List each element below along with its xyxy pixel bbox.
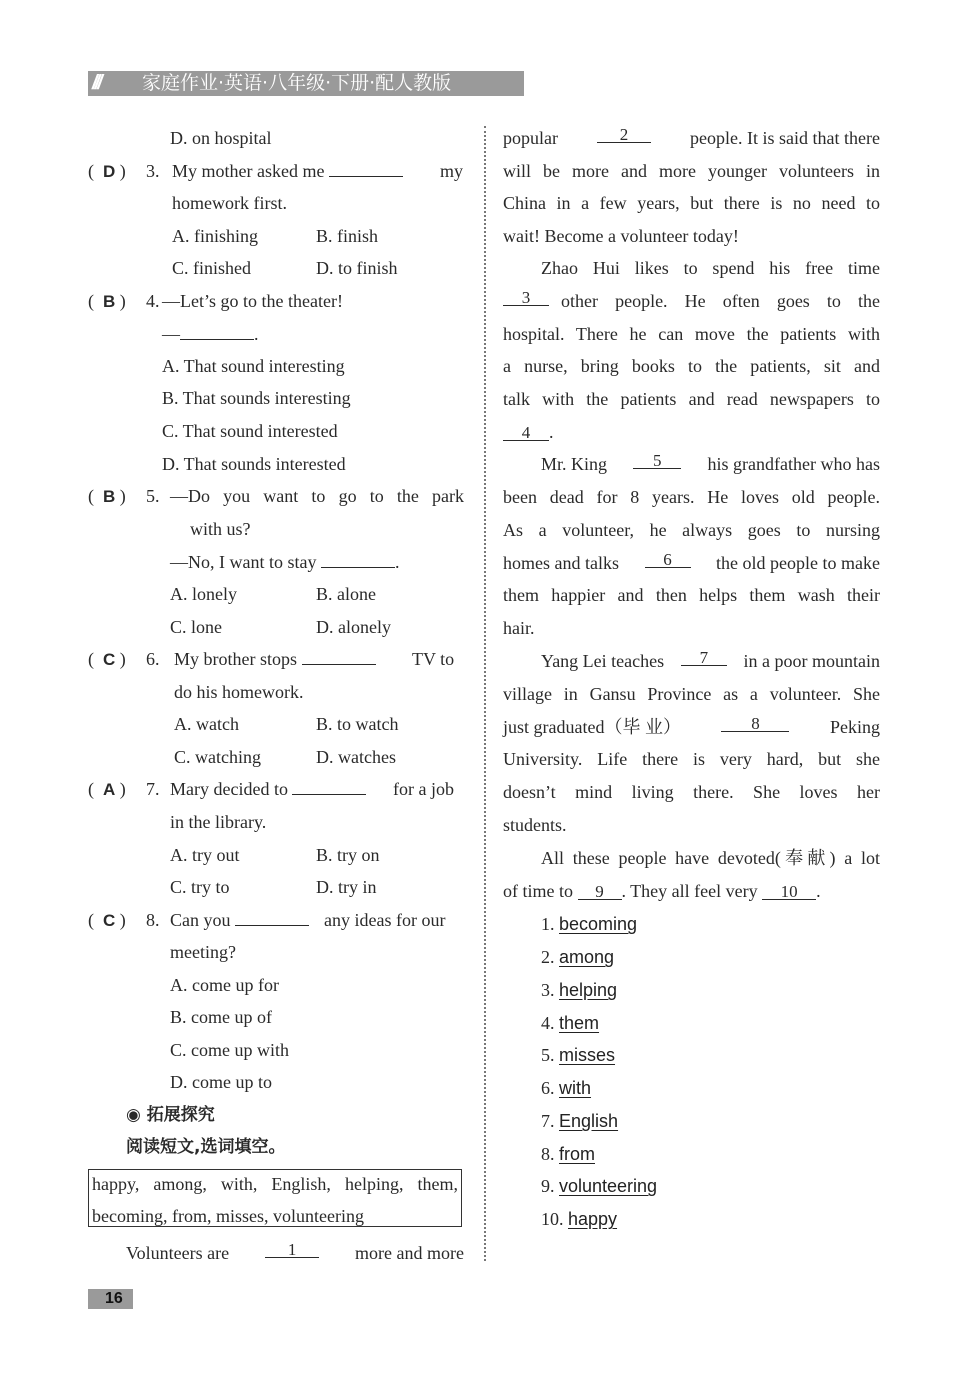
answer-item: 8. from xyxy=(541,1144,595,1164)
q6-answer: C xyxy=(103,650,116,669)
q8-option-a: A. come up for xyxy=(170,975,279,995)
passage-blank-3: 3 xyxy=(503,289,549,306)
q8-blank xyxy=(235,909,309,926)
passage-line: of time to 9 . They all feel very 10 . xyxy=(503,881,821,901)
q7-answer: A xyxy=(103,780,116,799)
q6-stem-end: TV to xyxy=(412,649,455,669)
word-bank-line-2: becoming, from, misses, volunteering xyxy=(92,1206,364,1226)
q5-stem-2: with us? xyxy=(190,519,251,539)
q8-option-d: D. come up to xyxy=(170,1072,272,1092)
q6-option-c: C. watching xyxy=(174,747,261,767)
q5-reply: —No, I want to stay . xyxy=(170,552,400,572)
page-number: 16 xyxy=(105,1290,123,1307)
passage-line: doesn’t mind living there. She loves her xyxy=(503,782,880,802)
answer-item: 5. misses xyxy=(541,1045,616,1065)
q5-option-b: B. alone xyxy=(316,584,376,604)
q5-answer: B xyxy=(103,487,116,506)
answer-item: 6. with xyxy=(541,1078,592,1098)
passage-line: 4 . xyxy=(503,420,554,444)
q7-option-b: B. try on xyxy=(316,845,380,865)
passage-line: Zhao Hui likes to spend his free time xyxy=(541,258,880,278)
passage-line: students. xyxy=(503,815,567,835)
passage-line: University. Life there is very hard, but she xyxy=(503,749,880,769)
passage-blank-1: 1 xyxy=(265,1241,319,1258)
section-bullet-icon: ◉ xyxy=(126,1105,141,1125)
q8-option-b: B. come up of xyxy=(170,1007,272,1027)
q4-option-c: C. That sound interested xyxy=(162,421,338,441)
q3-paren: ( D ) xyxy=(88,161,126,181)
section-instruction: 阅读短文,选词填空。 xyxy=(126,1137,286,1157)
q4-blank xyxy=(180,323,254,340)
q4-stem: —Let’s go to the theater! xyxy=(162,291,343,311)
passage-line: wait! Become a volunteer today! xyxy=(503,226,739,246)
q2-option-d: D. on hospital xyxy=(170,128,272,148)
answer-item: 3. helping xyxy=(541,980,618,1000)
passage-line: homes and talks 6 the old people to make xyxy=(503,550,880,573)
q5-paren: ( B ) xyxy=(88,486,126,506)
header-title: 家庭作业·英语·八年级·下册·配人教版 xyxy=(142,72,452,94)
passage-line: hair. xyxy=(503,618,535,638)
passage-line: just graduated（毕 业） 8 Peking xyxy=(503,714,880,737)
passage-blank-5: 5 xyxy=(633,452,681,469)
q3-option-a: A. finishing xyxy=(172,226,259,246)
passage-line: been dead for 8 years. He loves old people. xyxy=(503,487,880,507)
q3-number: 3. xyxy=(146,161,160,181)
q8-stem-end: any ideas for our xyxy=(324,910,446,930)
q3-option-d: D. to finish xyxy=(316,258,398,278)
q6-stem-2: do his homework. xyxy=(174,682,304,702)
q4-option-b: B. That sounds interesting xyxy=(162,388,351,408)
answer-item: 2. among xyxy=(541,947,615,967)
q5-option-a: A. lonely xyxy=(170,584,237,604)
q6-option-a: A. watch xyxy=(174,714,239,734)
q4-number: 4. xyxy=(146,291,160,311)
q6-stem: My brother stops xyxy=(174,647,376,671)
q7-paren: ( A ) xyxy=(88,779,126,799)
passage-blank-2: 2 xyxy=(597,126,651,143)
q5-blank xyxy=(321,551,395,568)
passage-line: popular 2 people. It is said that there xyxy=(503,125,880,148)
q3-option-c: C. finished xyxy=(172,258,251,278)
passage-line: China in a few years, but there is no need to xyxy=(503,193,880,213)
q8-option-c: C. come up with xyxy=(170,1040,289,1060)
passage-line: As a volunteer, he always goes to nursing xyxy=(503,520,880,540)
q7-option-d: D. try in xyxy=(316,877,377,897)
q7-stem-end: for a job xyxy=(393,779,454,799)
q5-option-c: C. lone xyxy=(170,617,222,637)
q6-number: 6. xyxy=(146,649,160,669)
passage-line: a nurse, bring books to the patients, sit and xyxy=(503,356,880,376)
header-slash-mark: /// xyxy=(92,72,100,94)
q3-stem-2: homework first. xyxy=(172,193,287,213)
q3-stem-end: my xyxy=(440,161,464,181)
q8-stem-2: meeting? xyxy=(170,942,236,962)
q4-option-d: D. That sounds interested xyxy=(162,454,346,474)
q5-stem: —Do you want to go to the park xyxy=(170,486,464,506)
q8-paren: ( C ) xyxy=(88,910,126,930)
passage-blank-4: 4 xyxy=(503,424,549,441)
answer-item: 7. English xyxy=(541,1111,619,1131)
page-header-band xyxy=(88,71,524,96)
q4-answer: B xyxy=(103,292,116,311)
q8-stem: Can you xyxy=(170,908,309,932)
passage-line: talk with the patients and read newspapers to xyxy=(503,389,880,409)
q3-blank xyxy=(329,160,403,177)
passage-line: village in Gansu Province as a volunteer. She xyxy=(503,684,880,704)
q3-stem: My mother asked me xyxy=(172,159,403,183)
column-divider xyxy=(484,126,486,1261)
passage-line: 3 other people. He often goes to the xyxy=(503,289,880,313)
q7-stem-2: in the library. xyxy=(170,812,267,832)
q7-blank xyxy=(292,778,366,795)
passage-line: them happier and then helps them wash their xyxy=(503,585,880,605)
passage-first-line: Volunteers are 1 more and more xyxy=(126,1240,464,1263)
section-heading: ◉ 拓展探究 xyxy=(126,1105,215,1125)
q5-option-d: D. alonely xyxy=(316,617,391,637)
passage-line: hospital. There he can move the patients with xyxy=(503,324,880,344)
q3-answer: D xyxy=(103,162,116,181)
answer-item: 1. becoming xyxy=(541,914,638,934)
q8-number: 8. xyxy=(146,910,160,930)
answer-item: 9. volunteering xyxy=(541,1176,658,1196)
q7-option-a: A. try out xyxy=(170,845,240,865)
q4-paren: ( B ) xyxy=(88,291,126,311)
page-number-tab xyxy=(88,1289,133,1309)
passage-line: Yang Lei teaches 7 in a poor mountain xyxy=(541,648,880,671)
passage-line: Mr. King 5 his grandfather who has xyxy=(541,451,880,474)
q7-stem: Mary decided to xyxy=(170,777,366,801)
q7-option-c: C. try to xyxy=(170,877,230,897)
passage-blank-10: 10 xyxy=(762,883,816,900)
q6-paren: ( C ) xyxy=(88,649,126,669)
passage-blank-8: 8 xyxy=(721,715,789,732)
q7-number: 7. xyxy=(146,779,160,799)
answer-item: 10. happy xyxy=(541,1209,618,1229)
q3-option-b: B. finish xyxy=(316,226,379,246)
passage-blank-7: 7 xyxy=(681,649,727,666)
q6-option-b: B. to watch xyxy=(316,714,399,734)
answer-item: 4. them xyxy=(541,1013,600,1033)
q4-option-a: A. That sound interesting xyxy=(162,356,345,376)
q5-number: 5. xyxy=(146,486,160,506)
q8-answer: C xyxy=(103,911,116,930)
q6-blank xyxy=(302,648,376,665)
passage-blank-6: 6 xyxy=(645,551,691,568)
q6-option-d: D. watches xyxy=(316,747,396,767)
passage-line: All these people have devoted(奉献) a lot xyxy=(541,848,880,868)
passage-blank-9: 9 xyxy=(578,883,622,900)
word-bank-line-1: happy, among, with, English, helping, them, xyxy=(92,1174,458,1194)
passage-line: will be more and more younger volunteers in xyxy=(503,161,880,181)
q4-reply: — . xyxy=(162,324,259,344)
